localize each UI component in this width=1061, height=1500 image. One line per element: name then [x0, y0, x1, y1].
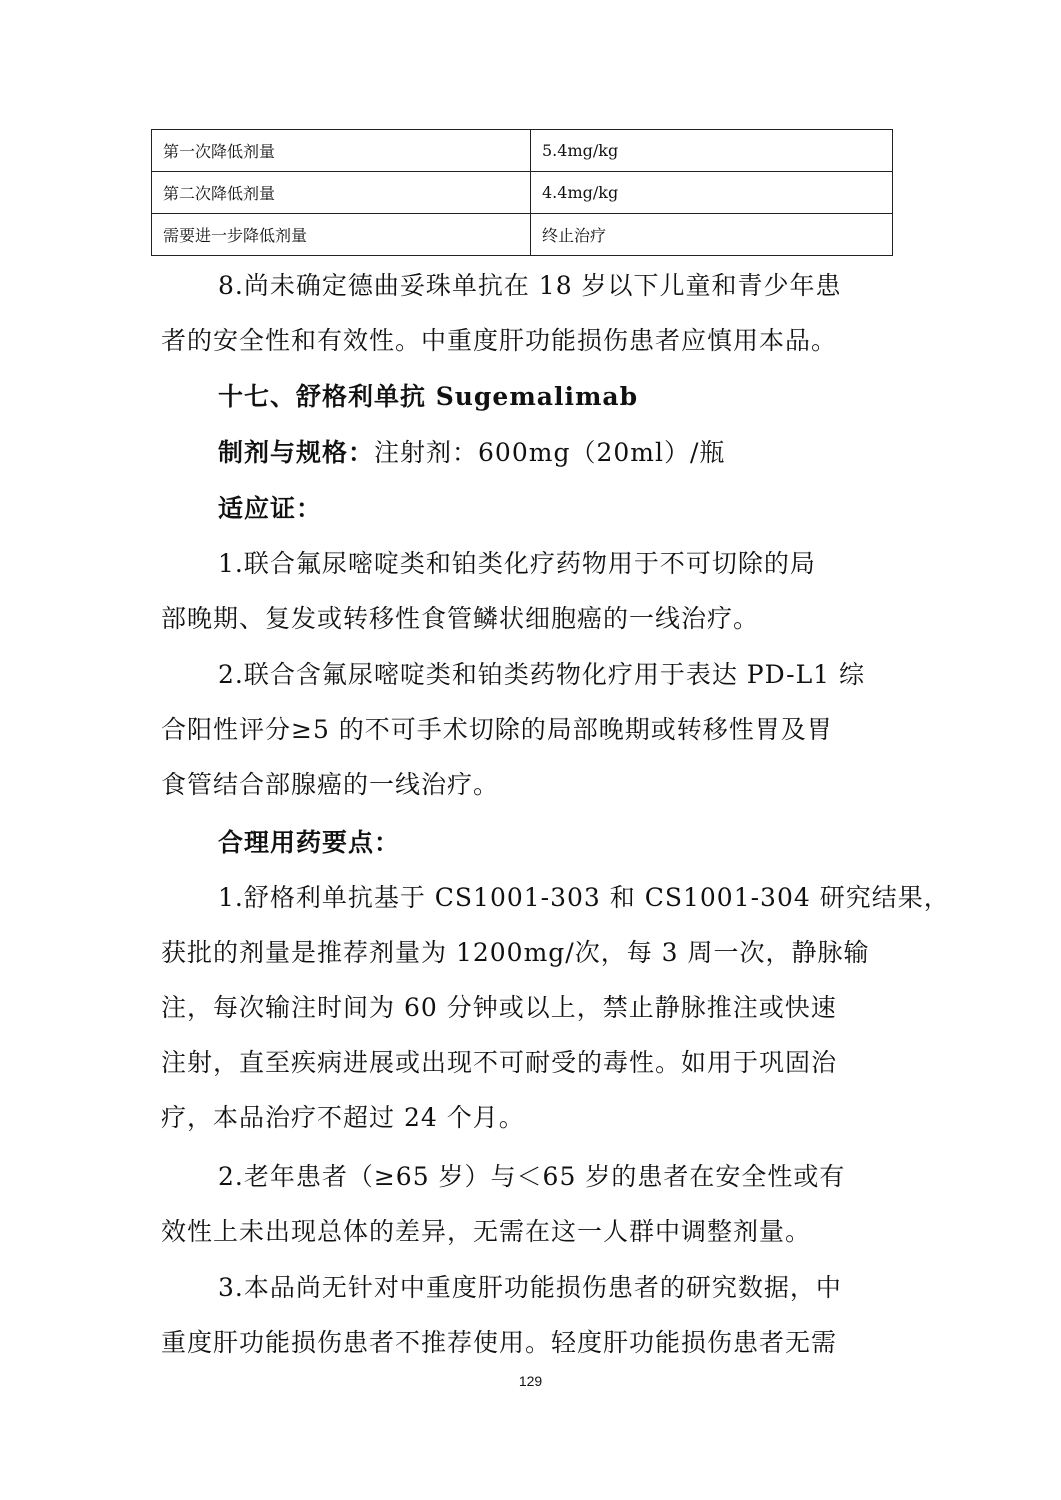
paragraph-line: 注，每次输注时间为 60 分钟或以上，禁止静脉推注或快速: [161, 993, 837, 1022]
paragraph-line: 1.舒格利单抗基于 CS1001-303 和 CS1001-304 研究结果，: [218, 883, 950, 912]
paragraph-line: 2.老年患者（≥65 岁）与＜65 岁的患者在安全性或有: [218, 1162, 846, 1191]
indication-2: [161, 647, 901, 812]
table-cell-value: 4.4mg/kg: [531, 172, 893, 214]
spec-line: [218, 425, 725, 480]
paragraph-line: 3.本品尚无针对中重度肝功能损伤患者的研究数据，中: [218, 1273, 842, 1302]
rational-use-heading: 合理用药要点：: [218, 828, 401, 857]
point-1: [161, 870, 950, 1145]
point-3: [161, 1260, 901, 1370]
table-row: [152, 130, 893, 172]
paragraph-line: 注射，直至疾病进展或出现不可耐受的毒性。如用于巩固治: [161, 1048, 838, 1077]
indication-heading: 适应证：: [218, 494, 323, 523]
table-cell-value: 5.4mg/kg: [531, 130, 893, 172]
spec-label: 制剂与规格：: [218, 438, 375, 467]
table-cell-label: 第一次降低剂量: [152, 130, 531, 172]
paragraph-8: [161, 258, 901, 368]
paragraph-line: 1.联合氟尿嘧啶类和铂类化疗药物用于不可切除的局: [218, 549, 816, 578]
paragraph-line: 重度肝功能损伤患者不推荐使用。轻度肝功能损伤患者无需: [161, 1328, 838, 1357]
table-row: [152, 172, 893, 214]
paragraph-line: 疗，本品治疗不超过 24 个月。: [161, 1103, 525, 1132]
section-title: 十七、舒格利单抗 Sugemalimab: [218, 382, 639, 411]
spec-value: 注射剂：600mg（20ml）/瓶: [374, 438, 726, 467]
paragraph-line: 2.联合含氟尿嘧啶类和铂类药物化疗用于表达 PD-L1 综: [218, 660, 866, 689]
indication-1: [161, 536, 901, 646]
point-2: [161, 1149, 901, 1259]
paragraph-line: 效性上未出现总体的差异，无需在这一人群中调整剂量。: [161, 1217, 812, 1246]
table-cell-value: 终止治疗: [531, 214, 893, 256]
paragraph-line: 部晚期、复发或转移性食管鳞状细胞癌的一线治疗。: [161, 604, 760, 633]
paragraph-line: 8.尚未确定德曲妥珠单抗在 18 岁以下儿童和青少年患: [218, 271, 842, 300]
page-number: 129: [518, 1373, 543, 1389]
paragraph-line: 获批的剂量是推荐剂量为 1200mg/次，每 3 周一次，静脉输: [161, 938, 870, 967]
paragraph-line: 者的安全性和有效性。中重度肝功能损伤患者应慎用本品。: [161, 326, 838, 355]
table-cell-label: 需要进一步降低剂量: [152, 214, 531, 256]
dose-reduction-table: [151, 129, 893, 256]
paragraph-line: 合阳性评分≥5 的不可手术切除的局部晚期或转移性胃及胃: [161, 715, 833, 744]
paragraph-line: 食管结合部腺癌的一线治疗。: [161, 770, 500, 799]
table-row: [152, 214, 893, 256]
table-cell-label: 第二次降低剂量: [152, 172, 531, 214]
